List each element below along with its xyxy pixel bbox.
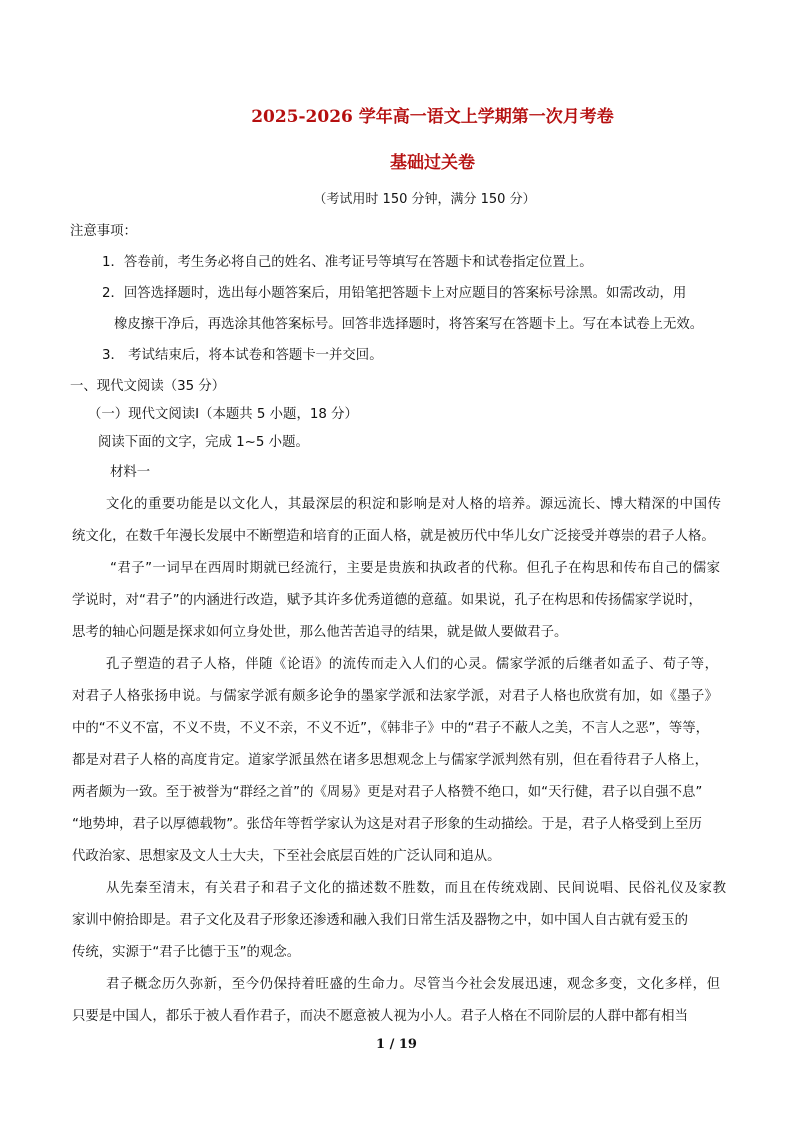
passage-line: 孔子塑造的君子人格，伴随《论语》的流传而走入人们的心灵。儒家学派的后继者如孟子、荀子等， <box>106 657 718 672</box>
passage-line: 家训中俯拾即是。君子文化及君子形象还渗透和融入我们日常生活及器物之中，如中国人自古就有爱玉的 <box>72 913 688 928</box>
passage-line: 从先秦至清末，有关君子和君子文化的描述数不胜数，而且在传统戏剧、民间说唱、民俗礼仪及家教 <box>106 881 726 896</box>
passage-line: 中的“不义不富，不义不贵，不义不亲，不义不近”，《韩非子》中的“君子不蔽人之美，不言人之恶”，等等， <box>72 721 710 736</box>
exam-info: （考试用时 150 分钟，满分 150 分） <box>313 192 536 207</box>
passage-line: 都是对君子人格的高度肯定。道家学派虽然在诸多思想观念上与儒家学派判然有别，但在看待君子人格上， <box>72 753 708 768</box>
material-label: 材料一 <box>110 465 151 480</box>
passage-line: 文化的重要功能是以文化人，其最深层的积淀和影响是对人格的培养。源远流长、博大精深的中国传 <box>106 497 721 512</box>
reading-instruction: 阅读下面的文字，完成 1~5 小题。 <box>98 435 309 450</box>
section-title: 一、现代文阅读（35 分） <box>70 379 226 394</box>
passage-line: 两者颇为一致。至于被誉为“群经之首”的《周易》更是对君子人格赞不绝口，如“天行健，君子以自强不息” <box>72 785 703 800</box>
passage-line: 代政治家、思想家及文人士大夫，下至社会底层百姓的广泛认同和追从。 <box>72 849 501 864</box>
notice-item-3: 3． 考试结束后，将本试卷和答题卡一并交回。 <box>102 348 383 363</box>
passage-line: 传统，实源于“君子比德于玉”的观念。 <box>72 945 301 960</box>
passage-line: 学说时，对“君子”的内涵进行改造，赋予其许多优秀道德的意蕴。如果说，孔子在构思和传扬儒家学说时， <box>72 593 702 608</box>
passage-line: 统文化，在数千年漫长发展中不断塑造和培育的正面人格，就是被历代中华儿女广泛接受并尊崇的君子人格。 <box>72 529 715 544</box>
exam-title: 2025-2026 学年高一语文上学期第一次月考卷 <box>251 107 614 127</box>
passage-line: 思考的轴心问题是探求如何立身处世，那么他苦苦追寻的结果，就是做人要做君子。 <box>72 625 568 640</box>
exam-subtitle: 基础过关卷 <box>390 153 475 173</box>
passage-line: 君子概念历久弥新，至今仍保持着旺盛的生命力。尽管当今社会发展迅速，观念多变，文化多样，但 <box>106 977 720 992</box>
passage-line: 对君子人格张扬申说。与儒家学派有颇多论争的墨家学派和法家学派，对君子人格也欣赏有加，如《墨子》 <box>72 689 718 704</box>
passage-line: “地势坤，君子以厚德载物”。张岱年等哲学家认为这是对君子形象的生动描绘。于是，君子人格受到上至历 <box>72 817 702 832</box>
notice-item-2-line-1: 2．回答选择题时，选出每小题答案后，用铅笔把答题卡上对应题目的答案标号涂黑。如需改动，用 <box>102 286 687 301</box>
notice-item-2-line-2: 橡皮擦干净后，再选涂其他答案标号。回答非选择题时，将答案写在答题卡上。写在本试卷上无效。 <box>114 317 704 332</box>
passage-line: “君子”一词早在西周时期就已经流行，主要是贵族和执政者的代称。但孔子在构思和传布自己的儒家 <box>110 561 720 576</box>
passage-line: 只要是中国人，都乐于被人看作君子，而决不愿意被人视为小人。君子人格在不同阶层的人群中都有相当 <box>72 1009 688 1024</box>
section-subtitle: （一）现代文阅读Ⅰ（本题共 5 小题，18 分） <box>88 407 358 422</box>
notice-item-1: 1．答卷前，考生务必将自己的姓名、准考证号等填写在答题卡和试卷指定位置上。 <box>102 255 593 270</box>
notice-heading: 注意事项： <box>70 224 137 239</box>
page-number: 1 / 19 <box>376 1037 417 1052</box>
